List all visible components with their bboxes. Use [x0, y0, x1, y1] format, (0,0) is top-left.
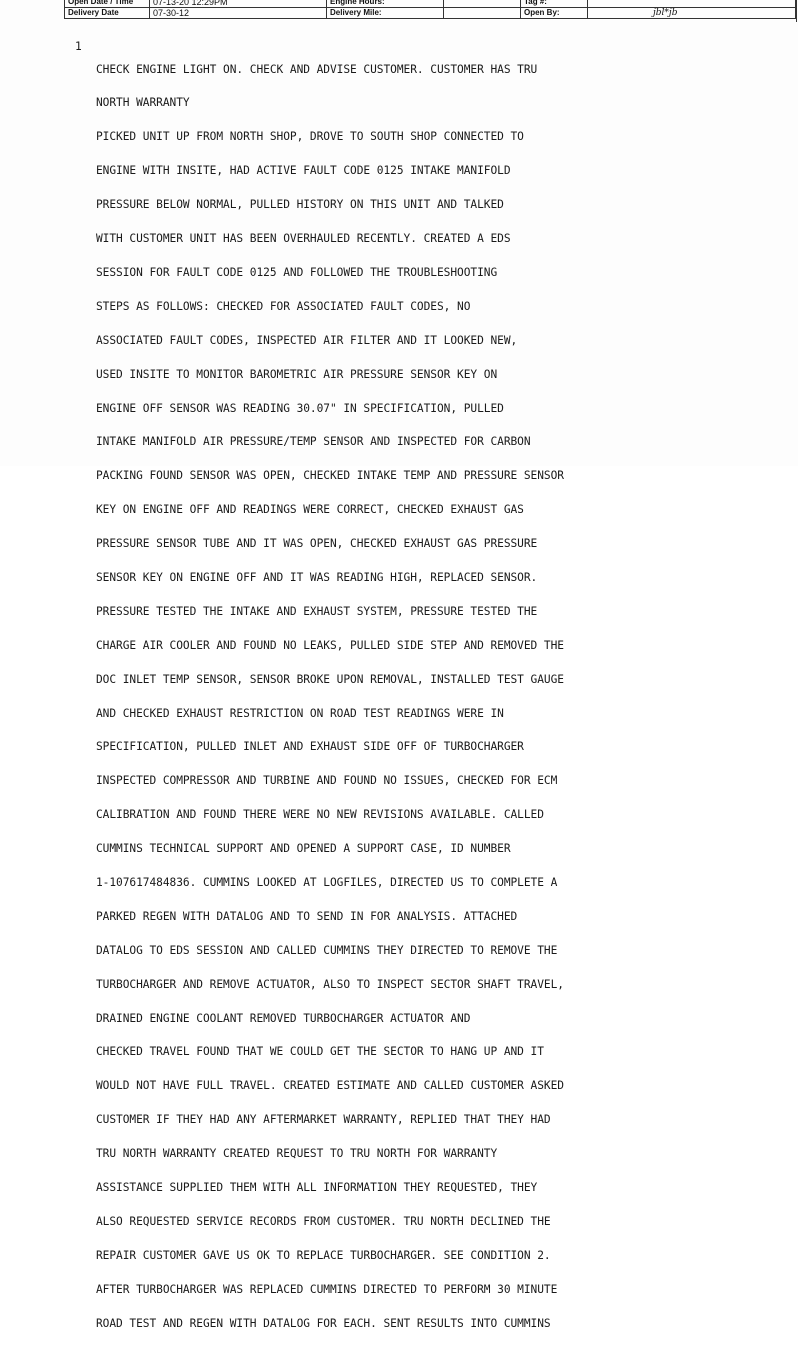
header-row-delivery [65, 8, 796, 19]
delivery-mile-label: Delivery Mile: [327, 8, 444, 19]
line-item-number: 1 [75, 40, 82, 53]
text-line: CHECKED TRAVEL FOUND THAT WE COULD GET THE SECTOR TO HANG UP AND IT [96, 1045, 544, 1059]
tag-value [588, 0, 796, 8]
text-line: SENSOR KEY ON ENGINE OFF AND IT WAS READING HIGH, REPLACED SENSOR. [96, 570, 538, 584]
text-line: DRAINED ENGINE COOLANT REMOVED TURBOCHARGER ACTUATOR AND [96, 1011, 471, 1025]
text-line: TURBOCHARGER AND REMOVE ACTUATOR, ALSO TO INSPECT SECTOR SHAFT TRAVEL, [96, 977, 564, 991]
text-line: ALSO REQUESTED SERVICE RECORDS FROM CUSTOMER. TRU NORTH DECLINED THE [96, 1214, 551, 1228]
delivery-date-value: 07-30-12 [150, 8, 327, 19]
open-date-value: 07-13-20 12:29PM [150, 0, 327, 8]
text-line: SPECIFICATION, PULLED INLET AND EXHAUST SIDE OFF OF TURBOCHARGER [96, 740, 524, 754]
text-line: CUMMINS TECHNICAL SUPPORT AND OPENED A SUPPORT CASE, ID NUMBER [96, 842, 511, 856]
text-line: PICKED UNIT UP FROM NORTH SHOP, DROVE TO SOUTH SHOP CONNECTED TO [96, 130, 524, 144]
engine-hours-label: Engine Hours: [327, 0, 444, 8]
text-line: ENGINE WITH INSITE, HAD ACTIVE FAULT CODE 0125 INTAKE MANIFOLD [96, 164, 511, 178]
text-line: PRESSURE TESTED THE INTAKE AND EXHAUST SYSTEM, PRESSURE TESTED THE [96, 604, 538, 618]
text-line: ASSISTANCE SUPPLIED THEM WITH ALL INFORMATION THEY REQUESTED, THEY [96, 1180, 538, 1194]
delivery-date-label: Delivery Date [65, 8, 150, 19]
work-order-header-form [64, 0, 796, 19]
text-line: KEY ON ENGINE OFF AND READINGS WERE CORRECT, CHECKED EXHAUST GAS [96, 503, 524, 517]
text-line: USED INSITE TO MONITOR BAROMETRIC AIR PRESSURE SENSOR KEY ON [96, 367, 498, 381]
text-line: CUSTOMER IF THEY HAD ANY AFTERMARKET WARRANTY, REPLIED THAT THEY HAD [96, 1113, 551, 1127]
text-line: WITH CUSTOMER UNIT HAS BEEN OVERHAULED RECENTLY. CREATED A EDS [96, 232, 511, 246]
header-right-border [796, 0, 797, 22]
text-line: PRESSURE SENSOR TUBE AND IT WAS OPEN, CHECKED EXHAUST GAS PRESSURE [96, 537, 538, 551]
text-line: AND CHECKED EXHAUST RESTRICTION ON ROAD TEST READINGS WERE IN [96, 706, 504, 720]
text-line: 1-107617484836. CUMMINS LOOKED AT LOGFILES, DIRECTED US TO COMPLETE A [96, 875, 558, 889]
complaint-cause-correction-text [96, 41, 796, 1351]
open-date-label: Open Date / Time [65, 0, 150, 8]
text-line: DATALOG TO EDS SESSION AND CALLED CUMMINS THEY DIRECTED TO REMOVE THE [96, 943, 558, 957]
text-line: STEPS AS FOLLOWS: CHECKED FOR ASSOCIATED FAULT CODES, NO [96, 299, 471, 313]
text-line: INSPECTED COMPRESSOR AND TURBINE AND FOUND NO ISSUES, CHECKED FOR ECM [96, 774, 558, 788]
text-line: INTAKE MANIFOLD AIR PRESSURE/TEMP SENSOR AND INSPECTED FOR CARBON [96, 435, 531, 449]
text-line: ASSOCIATED FAULT CODES, INSPECTED AIR FILTER AND IT LOOKED NEW, [96, 333, 518, 347]
open-by-label: Open By: [521, 8, 588, 19]
open-by-value: jbl*jb [653, 8, 678, 18]
engine-hours-value [444, 0, 521, 8]
text-line: AFTER TURBOCHARGER WAS REPLACED CUMMINS DIRECTED TO PERFORM 30 MINUTE [96, 1282, 558, 1296]
delivery-mile-value [444, 8, 521, 19]
text-line: PRESSURE BELOW NORMAL, PULLED HISTORY ON THIS UNIT AND TALKED [96, 198, 504, 212]
text-line: SESSION FOR FAULT CODE 0125 AND FOLLOWED THE TROUBLESHOOTING [96, 265, 498, 279]
text-line: REPAIR CUSTOMER GAVE US OK TO REPLACE TURBOCHARGER. SEE CONDITION 2. [96, 1248, 551, 1262]
open-by-cell [588, 8, 796, 19]
text-line: WOULD NOT HAVE FULL TRAVEL. CREATED ESTIMATE AND CALLED CUSTOMER ASKED [96, 1079, 564, 1093]
text-line: NORTH WARRANTY [96, 96, 190, 110]
text-line: CHECK ENGINE LIGHT ON. CHECK AND ADVISE CUSTOMER. CUSTOMER HAS TRU [96, 62, 538, 76]
text-line: DOC INLET TEMP SENSOR, SENSOR BROKE UPON REMOVAL, INSTALLED TEST GAUGE [96, 672, 564, 686]
text-line: ENGINE OFF SENSOR WAS READING 30.07" IN SPECIFICATION, PULLED [96, 401, 504, 415]
text-line: PACKING FOUND SENSOR WAS OPEN, CHECKED INTAKE TEMP AND PRESSURE SENSOR [96, 469, 564, 483]
header-row-open [65, 0, 796, 8]
text-line: CHARGE AIR COOLER AND FOUND NO LEAKS, PULLED SIDE STEP AND REMOVED THE [96, 638, 564, 652]
text-line: ROAD TEST AND REGEN WITH DATALOG FOR EACH. SENT RESULTS INTO CUMMINS [96, 1316, 551, 1330]
tag-label: Tag #: [521, 0, 588, 8]
text-line: TRU NORTH WARRANTY CREATED REQUEST TO TRU NORTH FOR WARRANTY [96, 1147, 498, 1161]
text-line: CALIBRATION AND FOUND THERE WERE NO NEW REVISIONS AVAILABLE. CALLED [96, 808, 544, 822]
text-line: PARKED REGEN WITH DATALOG AND TO SEND IN FOR ANALYSIS. ATTACHED [96, 909, 518, 923]
